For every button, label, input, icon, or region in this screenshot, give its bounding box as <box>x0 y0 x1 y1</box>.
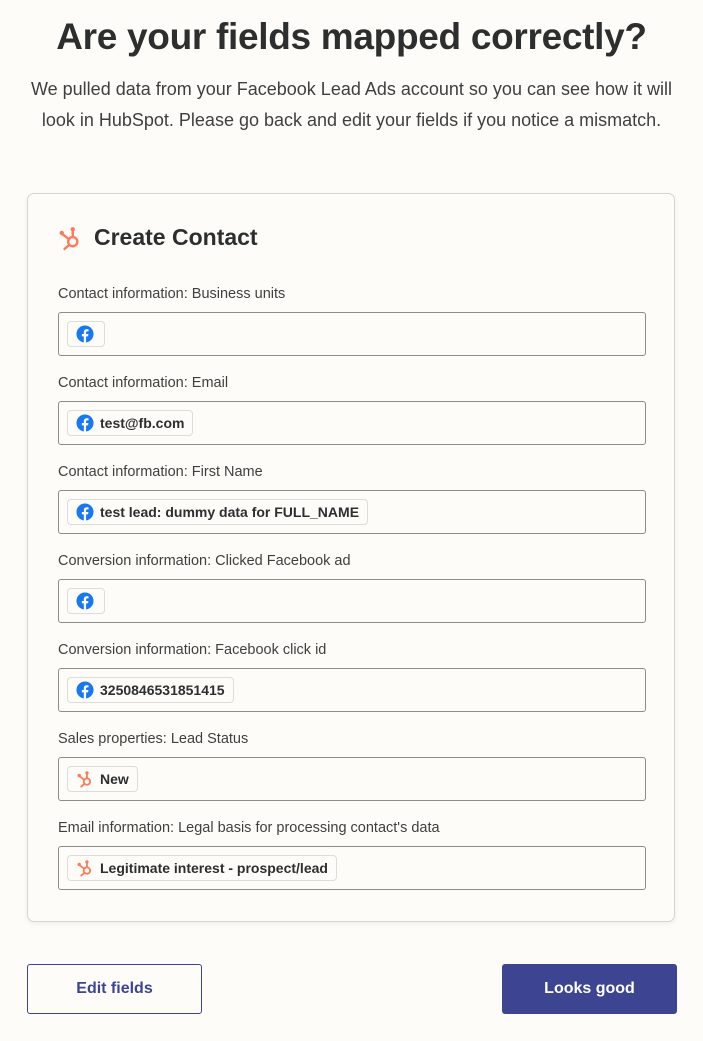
mapped-value: test lead: dummy data for FULL_NAME <box>100 504 360 520</box>
facebook-icon <box>76 414 94 432</box>
mapped-value: 3250846531851415 <box>100 682 225 698</box>
field-label: Sales properties: Lead Status <box>58 731 249 747</box>
page-subtitle: We pulled data from your Facebook Lead Ads account so you can see how it will look in HubSpot. Please go back and edit your fields if you notice a mismatch. <box>30 79 673 130</box>
mapped-field <box>58 461 646 534</box>
field-label: Conversion information: Facebook click id <box>58 642 327 658</box>
page-title: Are your fields mapped correctly? <box>56 16 647 57</box>
mapped-field <box>58 372 646 445</box>
mapped-value-pill <box>67 410 193 436</box>
field-label: Conversion information: Clicked Facebook ad <box>58 553 351 569</box>
mapped-value: Legitimate interest - prospect/lead <box>100 860 328 876</box>
looks-good-button[interactable]: Looks good <box>502 964 677 1014</box>
facebook-icon <box>76 503 94 521</box>
card-header <box>59 224 258 251</box>
field-value-box[interactable] <box>58 579 646 623</box>
mapped-value: test@fb.com <box>100 415 185 431</box>
field-value-box[interactable] <box>58 312 646 356</box>
mapped-field <box>58 728 646 801</box>
field-label: Email information: Legal basis for processing contact's data <box>58 820 440 836</box>
mapped-field <box>58 639 646 712</box>
mapped-value: New <box>100 771 129 787</box>
field-label: Contact information: First Name <box>58 464 263 480</box>
mapped-value-pill <box>67 321 105 347</box>
mapped-value-pill <box>67 855 337 881</box>
card-title: Create Contact <box>94 224 258 250</box>
hubspot-icon <box>76 859 94 877</box>
field-label: Contact information: Email <box>58 375 229 391</box>
mapped-field <box>58 817 646 890</box>
field-value-box[interactable] <box>58 401 646 445</box>
field-value-box[interactable] <box>58 757 646 801</box>
field-value-box[interactable] <box>58 490 646 534</box>
mapped-value-pill <box>67 588 105 614</box>
mapped-value-pill <box>67 677 234 703</box>
mapped-field <box>58 550 646 623</box>
edit-fields-button[interactable]: Edit fields <box>27 964 202 1014</box>
hubspot-icon <box>59 225 81 251</box>
mapped-value-pill <box>67 499 368 525</box>
field-value-box[interactable] <box>58 668 646 712</box>
mapped-value-pill <box>67 766 138 792</box>
create-contact-card <box>27 193 675 922</box>
field-value-box[interactable] <box>58 846 646 890</box>
mapped-field <box>58 283 646 356</box>
field-label: Contact information: Business units <box>58 286 286 302</box>
facebook-icon <box>76 325 94 343</box>
facebook-icon <box>76 592 94 610</box>
facebook-icon <box>76 681 94 699</box>
hubspot-icon <box>76 770 94 788</box>
